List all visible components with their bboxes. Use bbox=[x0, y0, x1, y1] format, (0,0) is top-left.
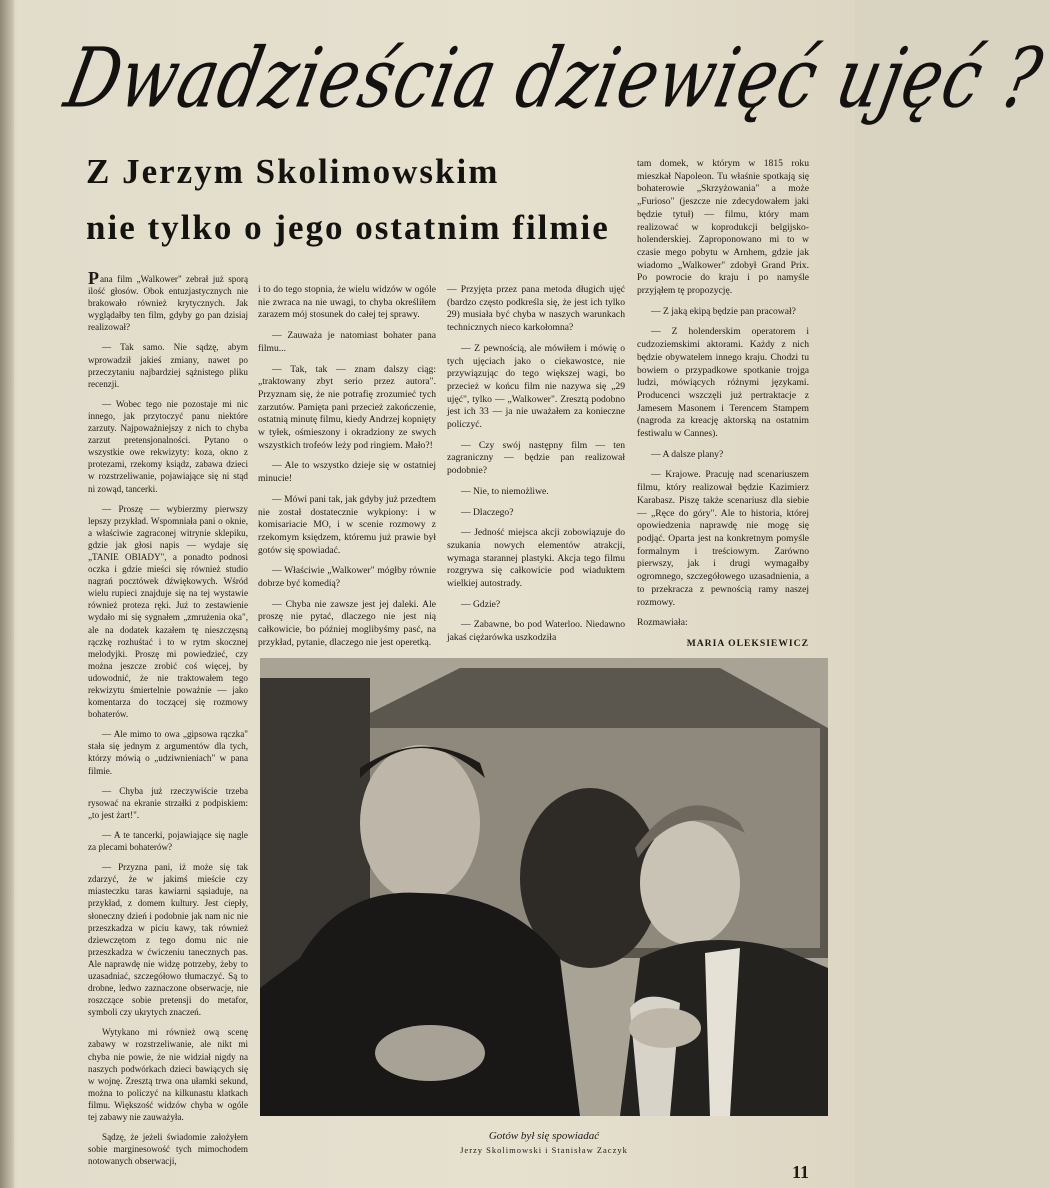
page-binding-edge bbox=[0, 0, 14, 1188]
paragraph: — Dlaczego? bbox=[461, 506, 514, 518]
paragraph: Wytykano mi również ową scenę zabawy w rozstrzeliwanie, ale nikt mi chyba nie powie, że nie widział nigdy na naszych podwórkach dzieci bawiących się w wojnę. Zresztą trwa ona ułamki sekund, można to policzyć na kilkunastu klatkach filmu. Większość widzów chyba w ogóle tej zabawy nie zauważyła. bbox=[88, 1027, 248, 1122]
paragraph: — Ale to wszystko dzieje się w ostatniej minucie! bbox=[258, 460, 436, 485]
paragraph: — Tak, tak — znam dalszy ciąg: „traktowany zbyt serio przez autora". Przyznam się, że nie potrafię zrozumieć tych zarzutów. Pamięta pani przecież zakończenie, ostatnią minutę filmu, kiedy Andrzej kopnięty w tyłek, ośmieszony i okradziony ze swych wszystkich trofeów leży pod ringiem. Mało?! bbox=[258, 363, 436, 451]
script-title: Dwadzieścia dziewięć ujęć ? bbox=[57, 30, 1050, 127]
paragraph: — Jedność miejsca akcji zobowiązuje do szukania nowych elementów atrakcji, wymaga starannej plastyki. Akcja tego filmu rozgrywa się całkowicie pod wiaduktem wielkiej autostrady. bbox=[447, 527, 625, 590]
paragraph: — Przyjęta przez pana metoda długich ujęć (bardzo często podkreśla się, że jest ich tylko 29) musiała być chyba w naszych warunkach technicznych nieco karkołomna? bbox=[447, 284, 625, 334]
paragraph: — Z jaką ekipą będzie pan pracował? bbox=[651, 305, 796, 317]
paragraph: — Z pewnością, ale mówiłem i mówię o tych ujęciach jako o ciekawostce, nie przywiązując do tego większej wagi, bo przecież w końcu film nie nazywa się „29 ujęć", tylko — „Walkower". Zresztą podobno jest ich 33 — ja nie uważałem za konieczne policzyć. bbox=[447, 342, 625, 431]
man-1-hands bbox=[375, 1025, 485, 1081]
paragraph: — Wobec tego nie pozostaje mi nic innego, jak przytoczyć panu niektóre zarzuty. Najpoważniejszy z nich to chyba zarzut pretensjonalności. Pytano o wszystkie owe rekwizyty: koza, okno z protezami, rzekomy ksiądz, zabawa dzieci w rozstrzeliwanie, pojawiające się ni stąd ni zowąd, tancerki. bbox=[88, 398, 248, 494]
paragraph: — Gdzie? bbox=[461, 598, 501, 610]
man-2-hands bbox=[629, 1008, 701, 1048]
paragraph: — Tak samo. Nie sądzę, abym wprowadził jakieś zmiany, nawet po przeczytaniu najbardziej sążnistego pliku recenzji. bbox=[88, 342, 248, 389]
page-number: 11 bbox=[792, 1162, 810, 1182]
film-still-photo bbox=[260, 658, 828, 1116]
photo-caption-names: Jerzy Skolimowski i Stanisław Zaczyk bbox=[460, 1145, 628, 1155]
paragraph: Sądzę, że jeżeli świadomie założyłem sobie marginesowość tych mimochodem notowanych obserwacji, bbox=[88, 1132, 248, 1167]
interviewer-name: MARIA OLEKSIEWICZ bbox=[686, 637, 809, 649]
photo-illustration bbox=[260, 658, 828, 1116]
paragraph: tam domek, w którym w 1815 roku mieszkał Napoleon. Tu właśnie spotkają się bohaterowie „Skrzyżowania" a może „Furioso" (jeszcze nie zdecydowałem jaki będzie tytuł) — filmu, który mam realizować w koprodukcji belgijsko-holenderskiej. Zaproponowano mi to w czasie mego pobytu w Arnhem, gdzie jak wiadomo „Walkower" zdobył Grand Prix. Po powrocie do kraju i po namyśle przyjąłem tę propozycję. bbox=[637, 158, 809, 297]
photo-caption-title: Gotów był się spowiadać bbox=[488, 1130, 600, 1142]
interviewer-label: Rozmawiała: bbox=[637, 617, 688, 629]
paragraph: i to do tego stopnia, że wielu widzów w ogóle nie zwraca na nie uwagi, to chyba określiłem zarazem mój stosunek do całej tej sprawy. bbox=[258, 284, 436, 321]
paragraph: — Nie, to niemożliwe. bbox=[461, 485, 549, 497]
paragraph: — Zauważa je natomiast bohater pana filmu... bbox=[258, 330, 436, 354]
column-4 bbox=[637, 158, 809, 653]
paragraph: — A te tancerki, pojawiające się nagle za plecami bohaterów? bbox=[88, 829, 248, 853]
paragraph: — Mówi pani tak, jak gdyby już przedtem nie został dostatecznie wykpiony: i w komisariacie MO, i w scenie rozmowy z rzekomym księdzem, któremu już prawie był gotów się spowiadać. bbox=[258, 493, 436, 556]
column-1 bbox=[88, 268, 248, 1172]
headline-line-1: Z Jerzym Skolimowskim bbox=[86, 152, 500, 191]
paragraph: — Chyba już rzeczywiście trzeba rysować na ekranie strzałki z podpiskiem: „to jest żart!". bbox=[88, 785, 248, 820]
man-2-face bbox=[640, 821, 740, 945]
paragraph: — Czy swój następny film — ten zagraniczny — będzie pan realizował podobnie? bbox=[447, 439, 625, 477]
paragraph: — Chyba nie zawsze jest jej daleki. Ale proszę nie pytać, dlaczego nie jest nią całkowicie, bo później moglibyśmy pasć, na przykład, pytanie, dlaczego nie jest operetką. bbox=[258, 598, 436, 648]
paragraph: — Proszę — wybierzmy pierwszy lepszy przykład. Wspomniała pani o oknie, a właściwie zagraconej witrynie sklepiku, gdzie jak głosi napis — wydaje się „TANIE OBIADY", a ponadto podnosi oczka i gdzie mieści się również studio nagrań pocztówek dźwiękowych. Wśród wielu rupieci znajduje się na tej wystawie również proteza ręki. Już to zestawienie wydało mi się sygnałem „zmrużenia oka", ale na dodatek kazałem tę nieszczęsną rączkę rozhuśtać i to w rytm skocznej melodyjki. Proszę mi powiedzieć, czy można jeszcze zrobić coś więcej, by udowodnić, że nie traktowałem tego rekwizytu śmiertelnie poważnie — jako komentarza do toczącej się rozmowy bohaterów. bbox=[88, 503, 248, 720]
column-2 bbox=[258, 284, 436, 654]
paragraph: — Przyzna pani, iż może się tak zdarzyć, że w jakimś mieście czy miasteczku taras kawiarni sąsiaduje, na przykład, z domem kultury. Jest ciepły, słoneczny dzień i podobnie jak nam nic nie przeszkadza w piciu kawy, tak również dziewczętom z tego domu nic nie przeszkadza w ćwiczeniu tanecznych pas. Ale naprawdę nie widzę potrzeby, żeby to uzasadniać, szczegółowo tłumaczyć. Są to drobne, ledwo zaznaczone obserwacje, nie roszczące sobie pretensji do metafor, symboli czy ukrytych znaczeń. bbox=[88, 862, 248, 1018]
paragraph: — Krajowe. Pracuję nad scenariuszem filmu, który realizował będzie Kazimierz Karabasz. Piszę także scenariusz dla siebie — „Ręce do góry". Ale to historia, której opowiedzenia naprawdę nie mogę się podjąć. Oparta jest na konkretnym pomyśle formalnym i treściowym. Zarówno pierwszy, jak i drugi wymagałby ogromnego, szczegółowego uzasadnienia, a to przekracza z pewnością ramy naszej rozmowy. bbox=[637, 469, 809, 608]
man-1-face bbox=[360, 745, 480, 901]
headline-line-2: nie tylko o jego ostatnim filmie bbox=[86, 208, 610, 247]
paragraph: — Właściwie „Walkower" mógłby równie dobrze być komedią? bbox=[258, 565, 436, 590]
paragraph: Pana film „Walkower" zebrał już sporą ilość głosów. Obok entuzjastycznych nie brakowało również krytycznych. Jak wyglądałby ten film, gdyby go pan dzisiaj realizował? bbox=[88, 268, 248, 333]
paragraph: — Ale mimo to owa „gipsowa rączka" stała się jednym z argumentów dla tych, którzy mówią o „udziwnieniach" w pana filmie. bbox=[88, 729, 248, 776]
drop-cap: P bbox=[88, 268, 99, 288]
column-3 bbox=[447, 284, 625, 654]
paragraph: — A dalsze plany? bbox=[651, 448, 724, 460]
paragraph: — Z holenderskim operatorem i cudzoziemskimi aktorami. Każdy z nich będzie obywatelem innego kraju. Chodzi tu bowiem o przypadkowe spotkanie trojga ludzi, mówiących różnymi językami. Producenci wszczęli już pertraktacje z Jamesem Masonem i Terencem Stampem (nagroda za kreację aktorską na ostatnim festiwalu w Cannes). bbox=[637, 326, 809, 440]
paragraph: — Zabawne, bo pod Waterloo. Niedawno jakaś ciężarówka uszkodziła bbox=[447, 619, 625, 644]
